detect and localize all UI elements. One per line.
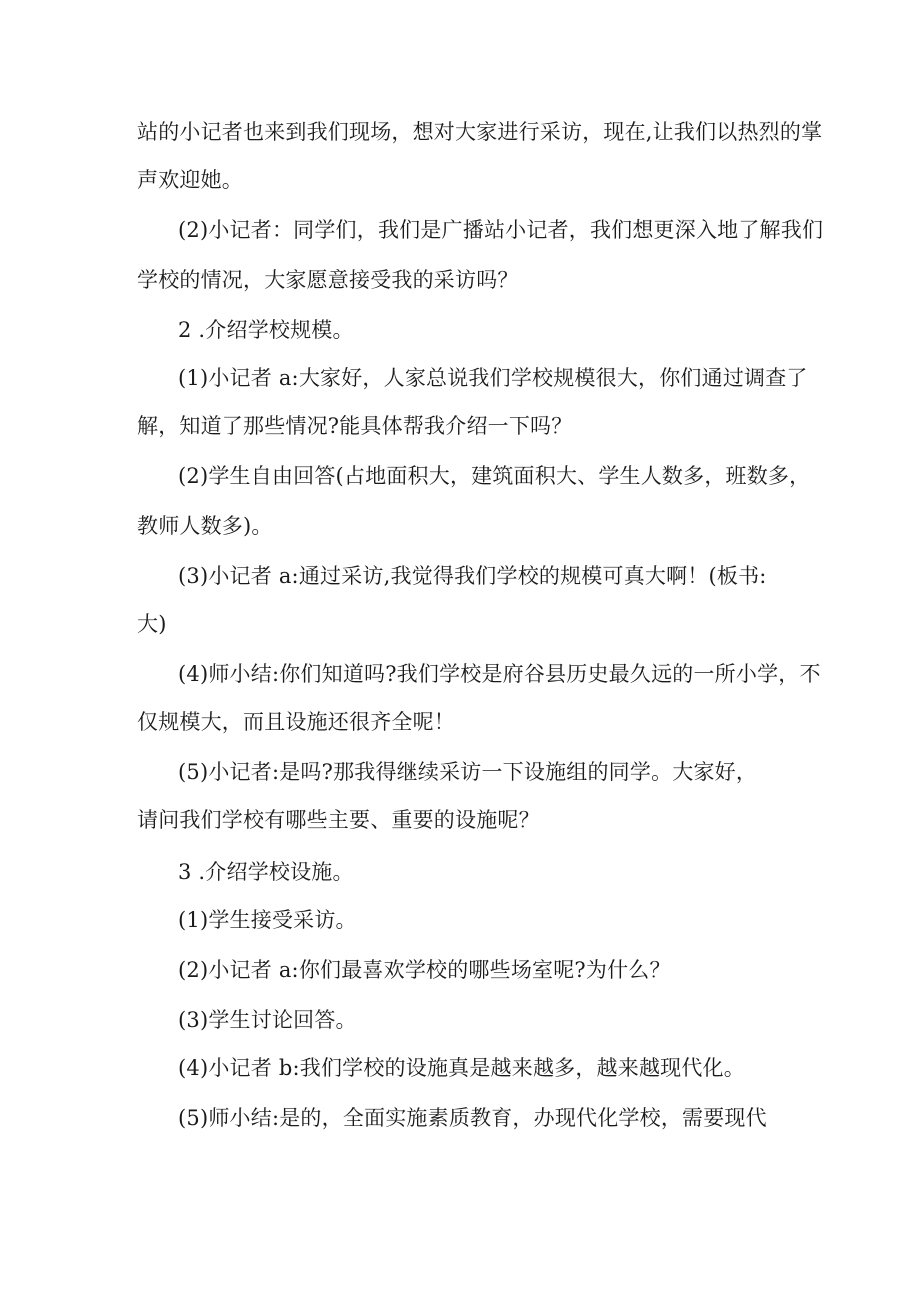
paragraph-line-15: 请问我们学校有哪些主要、重要的设施呢？	[137, 808, 540, 832]
paragraph-line-1: 站的小记者也来到我们现场，想对大家进行采访，现在,让我们以热烈的掌	[137, 120, 823, 144]
paragraph-line-8: (2)学生自由回答(占地面积大，建筑面积大、学生人数多，班数多，	[178, 464, 811, 488]
paragraph-line-18: (2)小记者 a:你们最喜欢学校的哪些场室呢?为什么？	[178, 958, 671, 982]
paragraph-line-14: (5)小记者:是吗?那我得继续采访一下设施组的同学。大家好，	[178, 760, 758, 784]
section-heading-3: 3 .介绍学校设施。	[178, 860, 354, 884]
paragraph-line-6: (1)小记者 a:大家好，人家总说我们学校规模很大，你们通过调查了	[178, 366, 808, 390]
paragraph-line-20: (4)小记者 b:我们学校的设施真是越来越多，越来越现代化。	[178, 1056, 745, 1080]
paragraph-line-2: 声欢迎她。	[137, 168, 243, 192]
paragraph-line-12: (4)师小结:你们知道吗?我们学校是府谷县历史最久远的一所小学，不	[178, 662, 821, 686]
paragraph-line-3: (2)小记者：同学们，我们是广播站小记者，我们想更深入地了解我们	[178, 218, 824, 242]
paragraph-line-21: (5)师小结:是的，全面实施素质教育，办现代化学校，需要现代	[178, 1106, 767, 1130]
paragraph-line-9: 教师人数多)。	[137, 514, 273, 538]
section-heading-2: 2 .介绍学校规模。	[178, 318, 354, 342]
paragraph-line-11: 大)	[137, 612, 167, 636]
paragraph-line-17: (1)学生接受采访。	[178, 908, 357, 932]
paragraph-line-10: (3)小记者 a:通过采访,我觉得我们学校的规模可真大啊！(板书:	[178, 564, 767, 588]
paragraph-line-7: 解，知道了那些情况?能具体帮我介绍一下吗？	[137, 414, 573, 438]
paragraph-line-4: 学校的情况，大家愿意接受我的采访吗？	[137, 268, 519, 292]
paragraph-line-19: (3)学生讨论回答。	[178, 1008, 357, 1032]
paragraph-line-13: 仅规模大，而且设施还很齐全呢！	[137, 710, 455, 734]
